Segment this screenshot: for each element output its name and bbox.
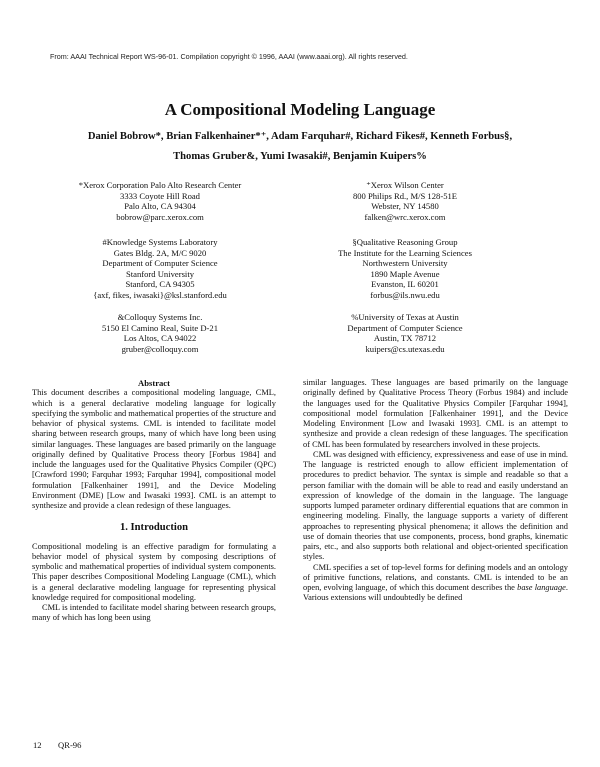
affiliation-qrg: §Qualitative Reasoning Group The Institute for the Learning Sciences Northwestern University 1890 Maple Avenue Evanston, IL 60201 forbus@ils.nwu.edu bbox=[338, 237, 472, 300]
affiliation-colloquy: &Colloquy Systems Inc. 5150 El Camino Real, Suite D-21 Los Altos, CA 94022 gruber@colloquy.com bbox=[101, 312, 218, 354]
copyright-header: From: AAAI Technical Report WS-96-01. Compilation copyright © 1996, AAAI (www.aaai.org). All rights reserved. bbox=[50, 52, 408, 61]
author-list-line-2: Thomas Gruber&, Yumi Iwasaki#, Benjamin Kuipers% bbox=[173, 151, 427, 162]
right-paragraph-3: CML specifies a set of top-level forms for defining models and an ontology of primitive functions, relations, and constants. CML is intended to be an open, evolving language, of which this document describes the base language. Various extensions will undoubtedly be defined bbox=[303, 562, 568, 603]
intro-paragraph-1: Compositional modeling is an effective paradigm for formulating a behavior model of physical system by composing descriptions of symbolic and mathematical properties of individual system components. This paper describes Compositional Modeling Language (CML), which is a general declarative modeling language for representing physical knowledge required for compositional modeling. bbox=[32, 541, 276, 602]
affiliation-xerox-wilson: ⁺Xerox Wilson Center 800 Philips Rd., M/S 128-51E Webster, NY 14580 falken@wrc.xerox.com bbox=[352, 180, 458, 222]
right-paragraph-1: similar languages. These languages are based primarily on the language originally defined by Qualitative Process Theory (Forbus 1984) and include the languages used for the Qualitative Physics Compiler [Farquhar 1994], compositional model formulation [Falkenhainer 1991], and the Device Modeling Environment [Low and Iwasaki 1993]. CML is an attempt to synthesize and provide a clean redesign of these languages. The specification of CML has been formulated by researchers involved in these projects. bbox=[303, 378, 568, 449]
introduction-heading: 1. Introduction bbox=[119, 522, 189, 534]
abstract-heading: Abstract bbox=[138, 378, 170, 388]
affiliation-texas: %University of Texas at Austin Department of Computer Science Austin, TX 78712 kuipers@cs.utexas.edu bbox=[347, 312, 463, 354]
paper-title: A Compositional Modeling Language bbox=[164, 100, 436, 119]
abstract-text: This document describes a compositional modeling language, CML, which is a general declarative modeling language for logically specifying the symbolic and mathematical properties of the structure and behavior of physical systems. CML is intended to facilitate model sharing between research groups, many of which have long been using similar languages. These languages are based primarily on the language originally defined by Qualitative Process theory [Forbus 1984] and include the languages used for the Qualitative Physics Compiler (QPC) [Crawford 1990; Farquhar 1993; Farquhar 1994], compositional model formulation [Falkenhainer 1991], and the Device Modeling Environment (DME) [Low and Iwasaki 1993]. CML is an attempt to synthesize and provide a clean redesign of these languages. bbox=[32, 388, 276, 510]
affiliation-xerox-parc: *Xerox Corporation Palo Alto Research Center 3333 Coyote Hill Road Palo Alto, CA 94304 bobrow@parc.xerox.com bbox=[78, 180, 242, 222]
author-list-line-1: Daniel Bobrow*, Brian Falkenhainer*⁺, Adam Farquhar#, Richard Fikes#, Kenneth Forbus§, bbox=[87, 131, 513, 142]
left-column bbox=[32, 378, 276, 624]
right-paragraph-2: CML was designed with efficiency, expressiveness and ease of use in mind. The language is restricted enough to allow efficient implementation of procedures to predict behavior. The syntax is simple and readable so that a person familiar with the domain will be able to read and easily understand an expression of knowledge of the domain in the language. The language supports lumped parameter ordinary differential equations that are common in engineering modeling. Finally, the language supports a variety of different approaches to representing physical phenomena; it allows the definition and use of domain theories that use components, process, bond graphs, kinematic pairs, etc., and also supports both relational and object-oriented specification styles. bbox=[303, 449, 568, 562]
right-column bbox=[303, 378, 568, 604]
affiliation-ksl: #Knowledge Systems Laboratory Gates Bldg. 2A, M/C 9020 Department of Computer Science Stanford University Stanford, CA 94305 {axf, fikes, iwasaki}@ksl.stanford.edu bbox=[93, 237, 227, 300]
series-label: QR-96 bbox=[58, 740, 82, 750]
intro-paragraph-2: CML is intended to facilitate model sharing between research groups, many of which has long been using bbox=[32, 603, 276, 623]
page-number: 12 bbox=[33, 740, 42, 750]
base-language-term: base language bbox=[517, 583, 566, 592]
